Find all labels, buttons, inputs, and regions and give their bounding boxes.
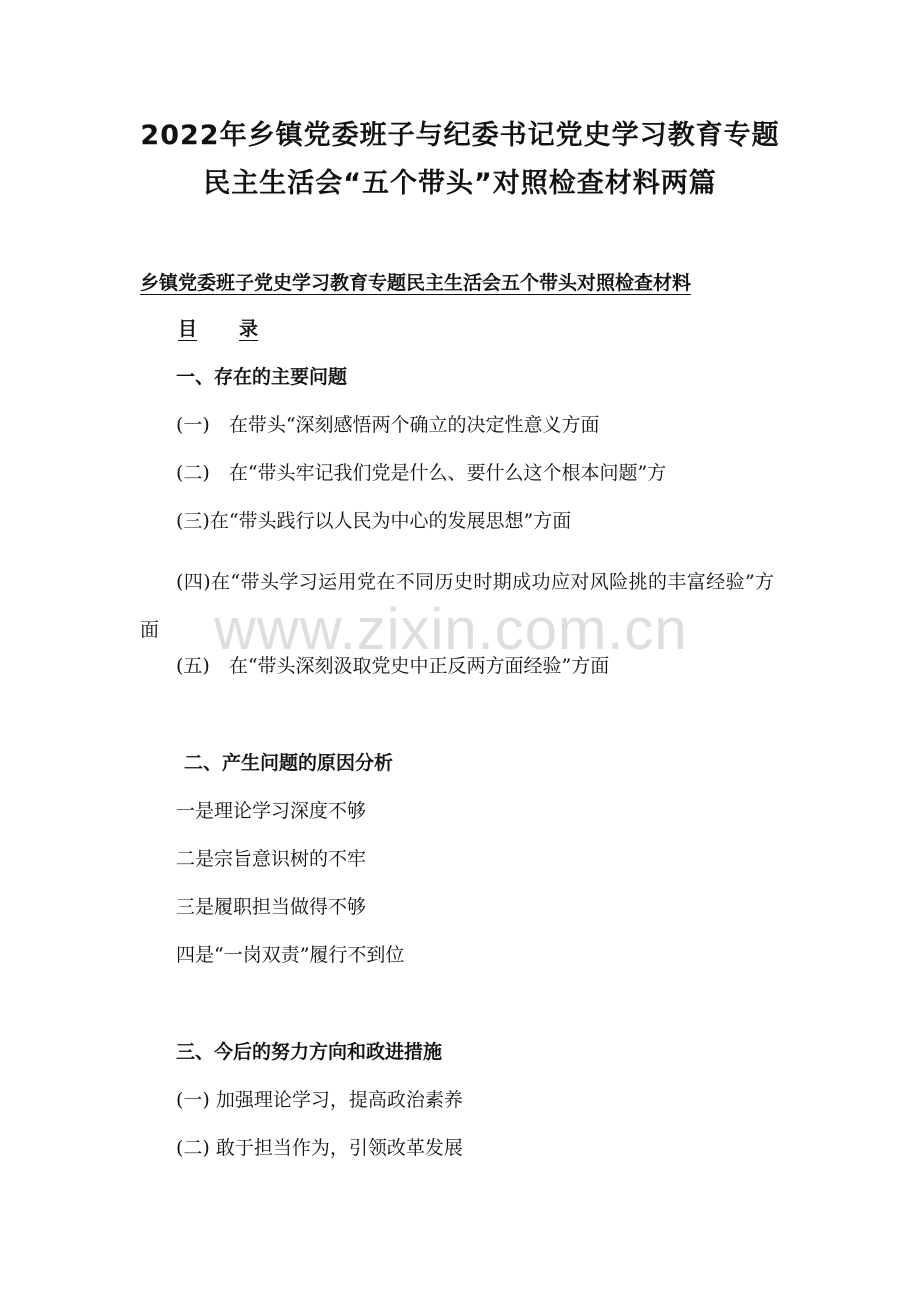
toc-heading xyxy=(178,318,258,341)
section-2-item-1: 一是理论学习深度不够 xyxy=(176,800,367,822)
document-title-line-1: 2022年乡镇党委班子与纪委书记党史学习教育专题 xyxy=(140,120,780,151)
section-2-heading: 二、产生问题的原因分析 xyxy=(184,752,394,774)
toc-label-b: 录 xyxy=(239,318,259,340)
toc-label-a: 目 xyxy=(178,318,198,340)
document-title-line-2: 民主生活会“五个带头”对照检查材料两篇 xyxy=(203,168,717,199)
section-3-item-2: (二) 敢于担当作为，引领改革发展 xyxy=(176,1137,463,1159)
section-1-heading: 一、存在的主要问题 xyxy=(176,366,348,388)
watermark-text: www.zixin.com.cn xyxy=(214,597,688,662)
section-2-item-4: 四是“一岗双责”履行不到位 xyxy=(176,944,405,966)
section-1-item-2: (二) 在“带头牢记我们党是什么、要什么这个根本问题”方 xyxy=(176,462,667,484)
section-2-item-3: 三是履职担当做得不够 xyxy=(176,896,367,918)
section-1-item-4: (四)在“带头学习运用党在不同历史时期成功应对风险挑的丰富经验”方面 xyxy=(140,571,775,641)
section-3-item-1: (一) 加强理论学习，提高政治素养 xyxy=(176,1089,463,1111)
section-3-heading: 三、今后的努力方向和政进措施 xyxy=(176,1041,443,1063)
section-1-item-1: (一) 在带头“深刻感悟两个确立的决定性意义方面 xyxy=(176,414,600,436)
section-1-item-3: (三)在“带头践行以人民为中心的发展思想”方面 xyxy=(176,510,572,532)
document-subtitle: 乡镇党委班子党史学习教育专题民主生活会五个带头对照检查材料 xyxy=(140,272,692,294)
section-1-item-5: (五) 在“带头深刻汲取党史中正反两方面经验”方面 xyxy=(176,655,610,677)
section-2-item-2: 二是宗旨意识树的不牢 xyxy=(176,848,367,870)
